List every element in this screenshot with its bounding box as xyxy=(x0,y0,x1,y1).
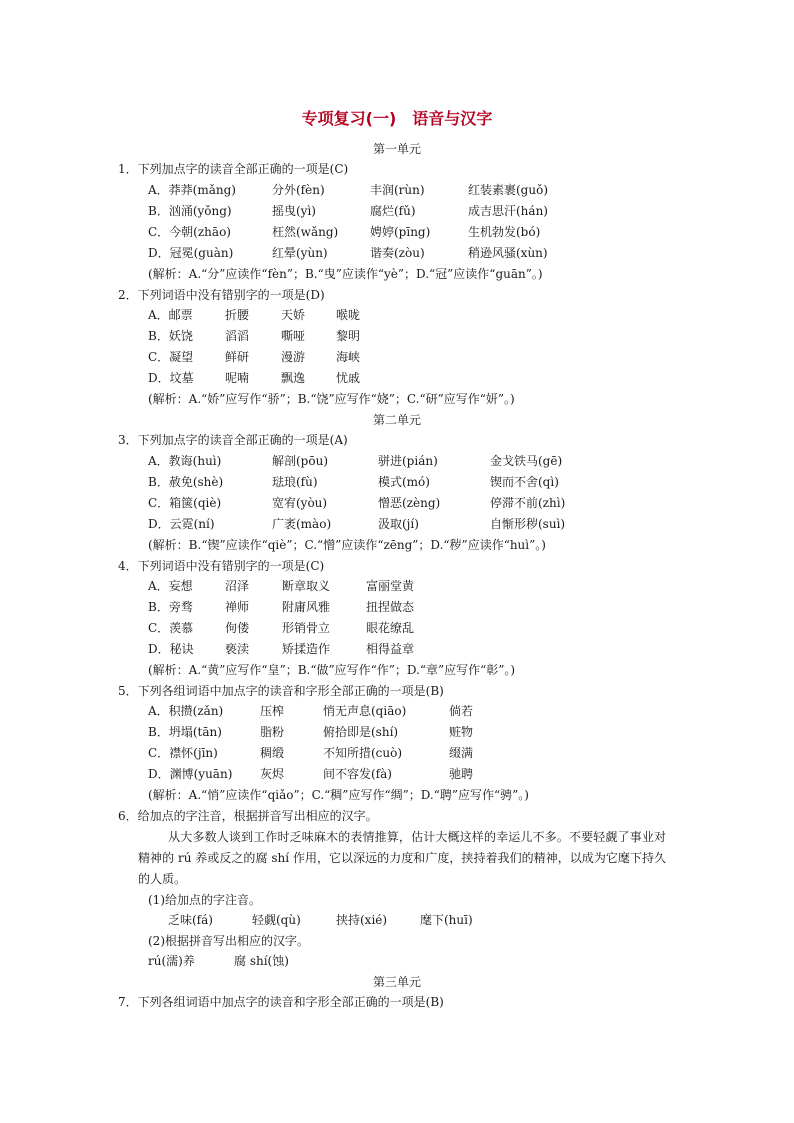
option: 飘逸 xyxy=(281,371,306,385)
option: 黎明 xyxy=(336,329,361,343)
unit-heading-1: 第一单元 xyxy=(372,142,421,156)
question-5-stem: 5．下列各组词语中加点字的读音和字形全部正确的一项是(B) xyxy=(118,684,444,698)
option: 驰聘 xyxy=(449,767,474,781)
option: A．积攒(zǎn) xyxy=(148,704,224,718)
option: D．云霓(ní) xyxy=(148,517,215,531)
option: 漫游 xyxy=(281,350,306,364)
option: 琺琅(fù) xyxy=(272,475,318,489)
option: A．教诲(huì) xyxy=(148,454,222,468)
option: B．旁骛 xyxy=(148,600,193,614)
option: A．邮票 xyxy=(148,308,193,322)
option: 矫揉造作 xyxy=(282,642,331,656)
option: 佝偻 xyxy=(225,621,250,635)
option: 灰烬 xyxy=(260,767,285,781)
option: 眼花缭乱 xyxy=(366,621,415,635)
option: 红装素裹(guǒ) xyxy=(468,183,548,197)
option: 相得益章 xyxy=(366,642,415,656)
unit-heading-3: 第三单元 xyxy=(372,975,421,989)
option: C．羡慕 xyxy=(148,621,194,635)
option: D．渊博(yuān) xyxy=(148,767,233,781)
option: A．莽莽(mǎng) xyxy=(148,183,236,197)
option: 呢喃 xyxy=(225,371,250,385)
option: 锲而不舍(qì) xyxy=(490,475,559,489)
option: 亵渎 xyxy=(225,642,250,656)
option: 广袤(mào) xyxy=(272,517,332,531)
answer: 挟持(xié) xyxy=(336,913,388,927)
answer: 乏味(fá) xyxy=(168,913,213,927)
option: C．今朝(zhāo) xyxy=(148,225,231,239)
option: 宽宥(yòu) xyxy=(272,496,328,510)
question-2-note: (解析：A.“娇”应写作“骄”；B.“饶”应写作“娆”；C.“研”应写作“妍”。) xyxy=(148,392,515,406)
option: D．坟墓 xyxy=(148,371,194,385)
option: 腐烂(fǔ) xyxy=(370,204,416,218)
option: A．妄想 xyxy=(148,579,193,593)
option: 沼泽 xyxy=(225,579,250,593)
question-7-stem: 7．下列各组词语中加点字的读音和字形全部正确的一项是(B) xyxy=(118,995,444,1009)
option: 俯拾即是(shí) xyxy=(323,725,399,739)
option: D．冠冕(guàn) xyxy=(148,246,234,260)
option: 压榨 xyxy=(260,704,285,718)
option: 禅师 xyxy=(225,600,250,614)
option: B．妖饶 xyxy=(148,329,193,343)
option: 赃物 xyxy=(449,725,474,739)
option: 成吉思汗(hán) xyxy=(468,204,548,218)
option: 间不容发(fà) xyxy=(323,767,392,781)
option: 稍逊风骚(xùn) xyxy=(468,246,548,260)
option: 嘶哑 xyxy=(281,329,306,343)
option: 悄无声息(qiāo) xyxy=(323,704,407,718)
option: 形销骨立 xyxy=(282,621,331,635)
option: 扭捏做态 xyxy=(366,600,415,614)
question-4-note: (解析：A.“黄”应写作“皇”；B.“做”应写作“作”；D.“章”应写作“彰”。) xyxy=(148,663,516,677)
option: 骈进(pián) xyxy=(378,454,438,468)
option: 红晕(yùn) xyxy=(272,246,328,260)
option: 丰润(rùn) xyxy=(370,183,425,197)
answer: 腐 shí(蚀) xyxy=(234,954,289,968)
option: 憎恶(zèng) xyxy=(378,496,441,510)
question-3-stem: 3．下列加点字的读音全部正确的一项是(A) xyxy=(118,433,348,447)
answer: 麾下(huī) xyxy=(420,913,473,927)
option: C．襟怀(jīn) xyxy=(148,746,218,760)
option: 谐奏(zòu) xyxy=(370,246,425,260)
option: 海峡 xyxy=(336,350,361,364)
question-6-passage xyxy=(138,827,666,890)
page-title: 专项复习(一) 语音与汉字 xyxy=(301,109,493,128)
question-1-stem: 1．下列加点字的读音全部正确的一项是(C) xyxy=(118,162,349,176)
option: 缀满 xyxy=(449,746,474,760)
question-2-stem: 2．下列词语中没有错别字的一项是(D) xyxy=(118,288,325,302)
option: B．坍塌(tān) xyxy=(148,725,222,739)
question-1-note: (解析：A.“分”应读作“fèn”；B.“曳”应读作“yè”；D.“冠”应读作“guān”。) xyxy=(148,267,543,281)
passage-text: 从大多数人谈到工作时乏味麻木的表情推算，估计大概这样的幸运儿不多。不要轻觑了事业对精神的 rú 养或反之的腐 shí 作用，它以深远的力度和广度，挟持着我们的精神，以成为它麾下持久的人质。 xyxy=(138,830,666,886)
option: 停滞不前(zhì) xyxy=(490,496,566,510)
question-6-stem: 6．给加点的字注音，根据拼音写出相应的汉字。 xyxy=(118,809,378,823)
option: 金戈铁马(gē) xyxy=(490,454,563,468)
option: 附庸风雅 xyxy=(282,600,331,614)
option: 枉然(wǎng) xyxy=(272,225,339,239)
option: 稠缎 xyxy=(260,746,285,760)
option: 鲜研 xyxy=(225,350,250,364)
option: C．箱箧(qiè) xyxy=(148,496,222,510)
option: 断章取义 xyxy=(282,579,331,593)
question-5-note: (解析：A.“悄”应读作“qiǎo”；C.“稠”应写作“绸”；D.“聘”应写作“骋”。) xyxy=(148,788,529,802)
option: 脂粉 xyxy=(260,725,285,739)
option: 折腰 xyxy=(225,308,250,322)
option: 忧戚 xyxy=(336,371,361,385)
option: 自惭形秽(suì) xyxy=(490,517,566,531)
option: 模式(mó) xyxy=(378,475,430,489)
option: 喉咙 xyxy=(336,308,361,322)
option: 汲取(jí) xyxy=(378,517,419,531)
answer: rú(濡)养 xyxy=(148,954,195,968)
option: 解剖(pōu) xyxy=(272,454,328,468)
option: C．凝望 xyxy=(148,350,194,364)
option: D．秘诀 xyxy=(148,642,194,656)
answer: 轻觑(qù) xyxy=(252,913,301,927)
question-6-sub2: (2)根据拼音写出相应的汉字。 xyxy=(148,934,309,948)
option: 分外(fèn) xyxy=(272,183,325,197)
question-3-note: (解析：B.“锲”应读作“qiè”；C.“憎”应读作“zēng”；D.“秽”应读作“huì”。) xyxy=(148,538,546,552)
option: B．汹涌(yǒng) xyxy=(148,204,232,218)
option: 摇曳(yì) xyxy=(272,204,316,218)
option: 倘若 xyxy=(449,704,474,718)
option: 滔滔 xyxy=(225,329,250,343)
option: B．赦免(shè) xyxy=(148,475,224,489)
option: 不知所措(cuò) xyxy=(323,746,403,760)
option: 天娇 xyxy=(281,308,306,322)
option: 娉婷(pīng) xyxy=(370,225,431,239)
option: 富丽堂黄 xyxy=(366,579,415,593)
unit-heading-2: 第二单元 xyxy=(372,413,421,427)
question-6-sub1: (1)给加点的字注音。 xyxy=(148,893,261,907)
question-4-stem: 4．下列词语中没有错别字的一项是(C) xyxy=(118,559,325,573)
option: 生机勃发(bó) xyxy=(468,225,541,239)
